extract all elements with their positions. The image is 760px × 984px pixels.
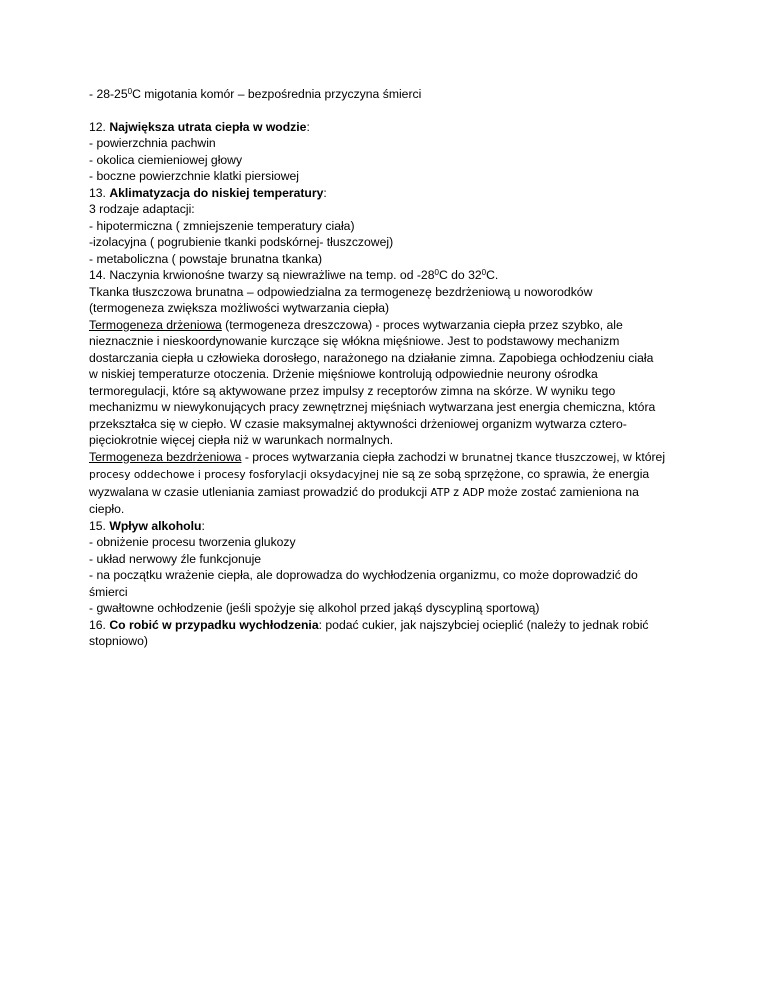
- section-15-heading: 15. Wpływ alkoholu:: [89, 518, 205, 533]
- term-termogeneza-bezdrzeniowa: Termogeneza bezdrżeniowa: [89, 449, 242, 464]
- term-termogeneza-drzeniowa: Termogeneza drżeniowa: [89, 317, 222, 332]
- paragraph-line: pięciokrotnie więcej ciepła niż w warunkach normalnych.: [89, 433, 394, 447]
- list-item: - układ nerwowy źle funkcjonuje: [89, 551, 262, 566]
- paragraph-line: procesy oddechowe i procesy fosforylacji oksydacyjnej nie są ze sobą sprzężone, co sprawia, że energia: [89, 467, 650, 481]
- paragraph-line: dostarczania ciepła u człowieka dorosłego, narażonego na działanie zimna. Zapobiega ochłodzeniu ciała: [89, 350, 654, 365]
- text-line: Tkanka tłuszczowa brunatna – odpowiedzialna za termogenezę bezdrżeniową u noworodków: [89, 284, 593, 299]
- paragraph-line: w niskiej temperaturze otoczenia. Drżenie mięśniowe kontrolują odpowiednie neurony ośrodka: [89, 367, 598, 381]
- list-item: - okolica ciemieniowej głowy: [89, 152, 243, 167]
- text-line: - $28-25^0C$ migotania komór – bezpośrednia przyczyna śmierci: [89, 87, 422, 101]
- paragraph-line: wyzwalana w czasie utleniania zamiast prowadzić do produkcji ATP z ADP może zostać zamieniona na: [89, 484, 639, 499]
- section-16-heading: 16. Co robić w przypadku wychłodzenia: podać cukier, jak najszybciej ocieplić (należy to jednak robić: [89, 617, 649, 632]
- section-12-heading: 12. Największa utrata ciepła w wodzie:: [89, 119, 310, 134]
- list-item: - gwałtowne ochłodzenie (jeśli spożyje się alkohol przed jakąś dyscypliną sportową): [89, 601, 540, 615]
- blank-line: [89, 103, 689, 119]
- document-page: [89, 86, 689, 650]
- list-item: śmierci: [89, 584, 128, 599]
- paragraph-line: Termogeneza bezdrżeniowa - proces wytwarzania ciepła zachodzi w brunatnej tkance tłuszczowej, w której: [89, 449, 666, 464]
- list-item: - na początku wrażenie ciepła, ale doprowadza do wychłodzenia organizmu, co może doprowadzić do: [89, 568, 638, 582]
- text-line: 3 rodzaje adaptacji:: [89, 202, 195, 216]
- list-item: - powierzchnia pachwin: [89, 136, 216, 150]
- list-item: - obniżenie procesu tworzenia glukozy: [89, 535, 296, 549]
- paragraph-line: nieznacznie i nieskoordynowanie kurczące się włókna mięśniowe. Jest to podstawowy mechanizm: [89, 334, 620, 348]
- paragraph-line: mechanizmu w niewykonujących pracy zewnętrznej mięśniach wytwarzana jest energia chemiczna, która: [89, 400, 656, 414]
- paragraph-line: ciepło.: [89, 502, 125, 516]
- paragraph-line: termoregulacji, które są aktywowane przez impulsy z receptorów zimna na skórze. W wyniku tego: [89, 383, 616, 398]
- list-item: - metaboliczna ( powstaje brunatna tkanka): [89, 251, 323, 266]
- list-item: -izolacyjna ( pogrubienie tkanki podskórnej- tłuszczowej): [89, 235, 394, 249]
- paragraph-line: Termogeneza drżeniowa (termogeneza dreszczowa) - proces wytwarzania ciepła przez szybko, ale: [89, 317, 623, 332]
- list-item: - hipotermiczna ( zmniejszenie temperatury ciała): [89, 218, 355, 233]
- section-13-heading: 13. Aklimatyzacja do niskiej temperatury:: [89, 185, 327, 200]
- text-line: stopniowo): [89, 634, 148, 648]
- text-line: (termogeneza zwiększa możliwości wytwarzania ciepła): [89, 301, 390, 315]
- list-item: - boczne powierzchnie klatki piersiowej: [89, 169, 299, 183]
- section-14-line: 14. Naczynia krwionośne twarzy są niewrażliwe na temp. od $-28^0C$ do $32^0C$.: [89, 268, 499, 282]
- paragraph-line: przekształca się w ciepło. W czasie maksymalnej aktywności drżeniowej organizm wytwarza cztero-: [89, 416, 627, 431]
